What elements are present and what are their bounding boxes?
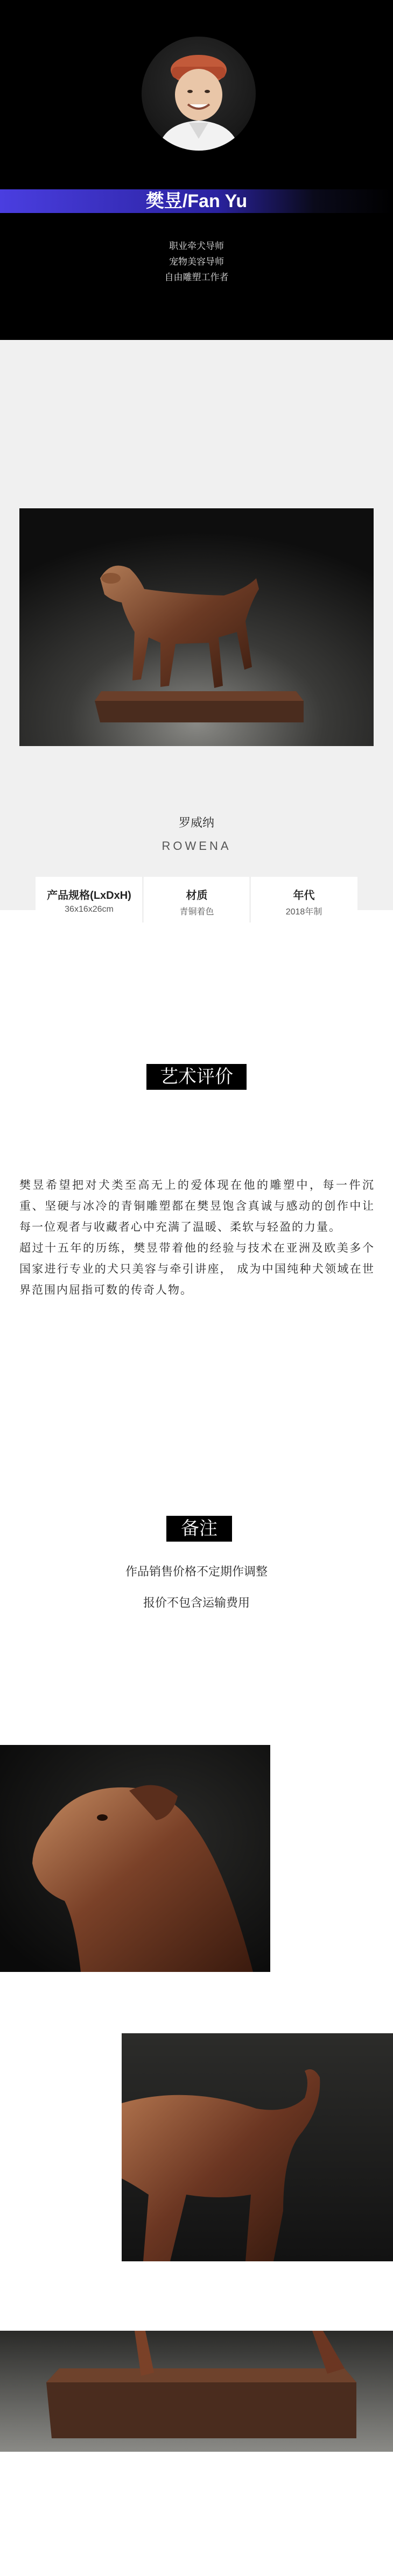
spec-year (250, 877, 357, 922)
artist-role: 宠物美容导师 (169, 257, 224, 267)
detail-photo-base (0, 2331, 393, 2452)
review-paragraph: 樊昱希望把对犬类至高无上的爱体现在他的雕塑中，每一件沉重、坚硬与冰冷的青铜雕塑都在樊昱饱含真诚与感动的创作中让每一位观者与收藏者心中充满了温暖、柔软与轻盈的力量。 (19, 1179, 375, 1233)
spec-label: 材质 (186, 890, 208, 902)
spec-dimensions (36, 877, 143, 922)
artist-name: 樊昱/Fan Yu (145, 191, 248, 211)
artist-role: 自由雕塑工作者 (164, 272, 229, 282)
note-line: 报价不包含运输费用 (143, 1596, 250, 1609)
review-title: 艺术评价 (146, 1064, 247, 1090)
spec-value: 2018年制 (285, 907, 322, 917)
detail-photo-body (122, 2033, 393, 2261)
spec-value: 青铜着色 (179, 907, 214, 917)
spec-label: 产品规格(LxDxH) (47, 890, 131, 902)
note-title: 备注 (166, 1516, 232, 1542)
spec-label: 年代 (293, 890, 315, 902)
artist-role: 职业牵犬导师 (169, 241, 224, 251)
artwork-name-en: ROWENA (162, 839, 231, 853)
spec-value: 36x16x26cm (65, 905, 114, 914)
spec-table (36, 877, 357, 922)
artwork-name-cn: 罗威纳 (178, 816, 214, 829)
artist-avatar (142, 37, 256, 151)
artwork-photo (19, 508, 374, 746)
spec-material (143, 877, 250, 922)
detail-photo-head (0, 1745, 270, 1972)
review-paragraph: 超过十五年的历练，樊昱带着他的经验与技术在亚洲及欧美多个国家进行专业的犬只美容与牵引讲座， 成为中国纯种犬领域在世界范围内屈指可数的传奇人物。 (19, 1242, 375, 1296)
note-line: 作品销售价格不定期作调整 (125, 1565, 268, 1578)
